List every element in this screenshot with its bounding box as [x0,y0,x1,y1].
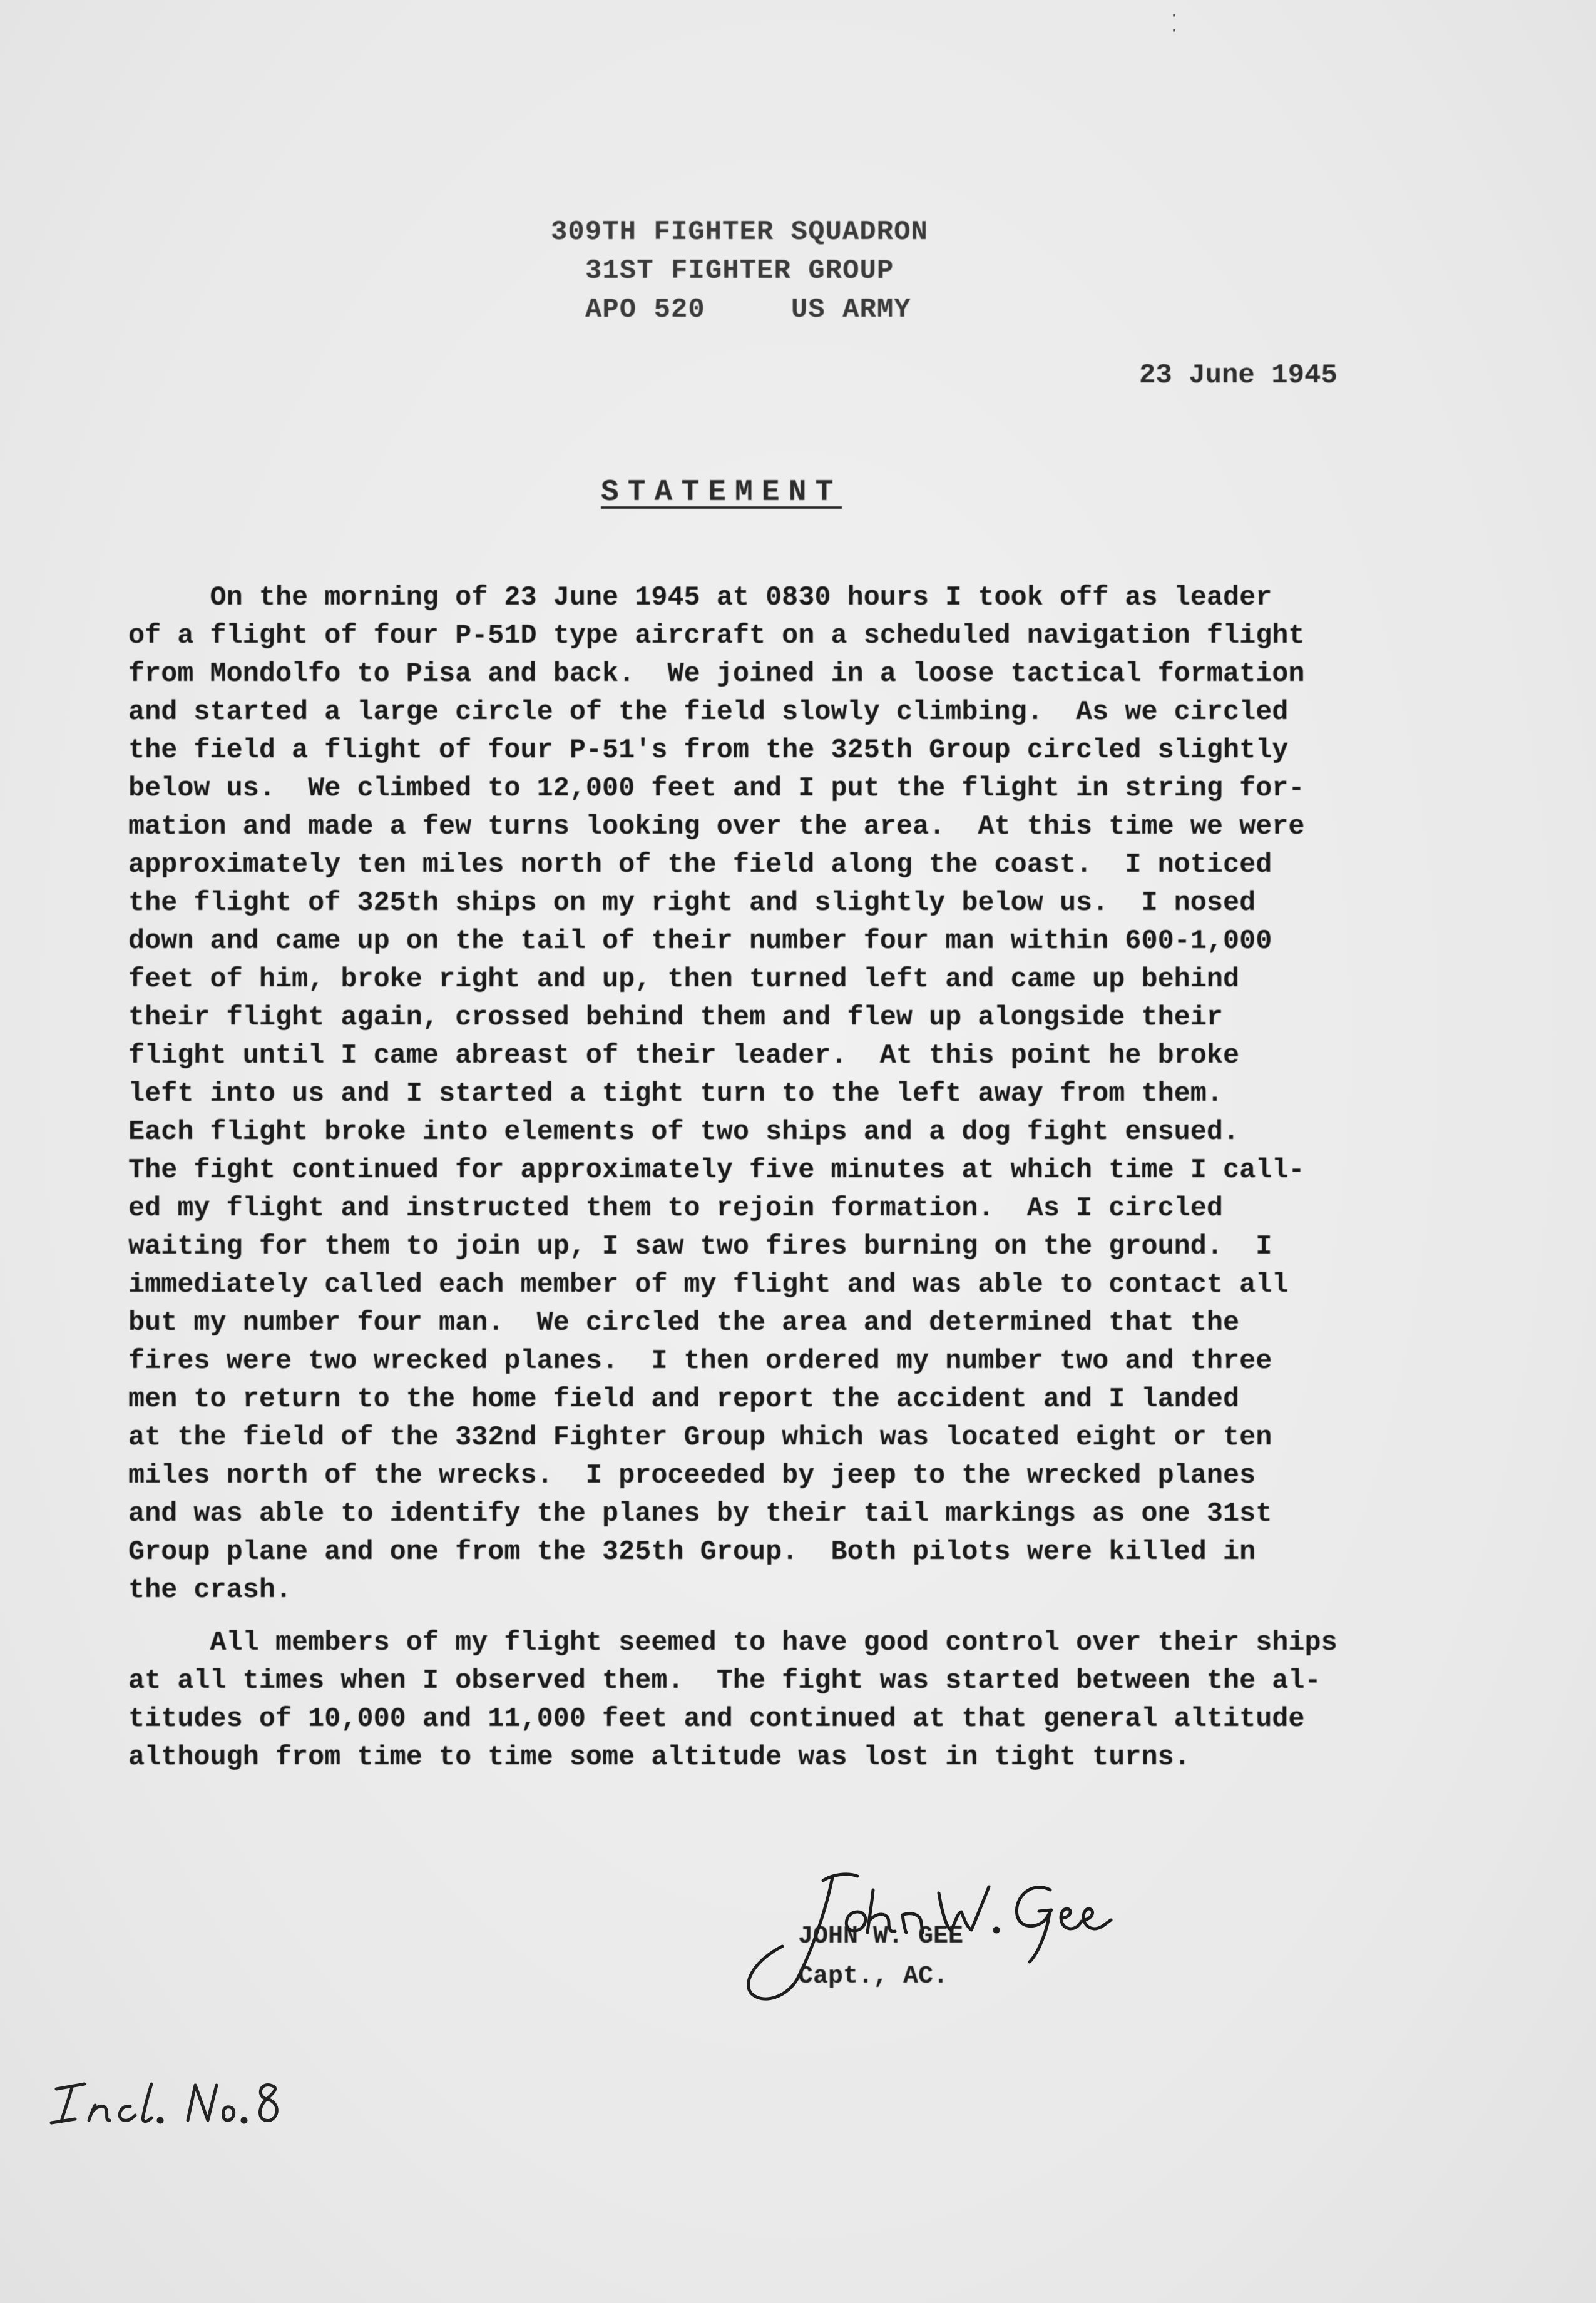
text-line: but my number four man. We circled the area and determined that the [128,1308,1240,1339]
statement-title: STATEMENT [601,476,842,509]
statement-paragraph-1 [128,579,1499,1610]
text-line: the crash. [128,1575,292,1606]
text-line: and was able to identify the planes by their tail markings as one 31st [128,1499,1272,1529]
letterhead [551,213,928,329]
text-line: men to return to the home field and report the accident and I landed [128,1384,1240,1415]
text-line: waiting for them to join up, I saw two fires burning on the ground. I [128,1232,1272,1262]
document-date: 23 June 1945 [1139,360,1338,391]
text-line: at the field of the 332nd Fighter Group which was located eight or ten [128,1422,1272,1453]
signatory-name: JOHN W. GEE [798,1923,964,1951]
text-line: All members of my flight seemed to have good control over their ships [128,1628,1338,1658]
text-line: although from time to time some altitude was lost in tight turns. [128,1742,1190,1773]
handwritten-enclosure-note [38,2053,300,2140]
statement-paragraph-2 [128,1624,1499,1777]
scan-speck: · [1169,21,1179,40]
signatory-rank: Capt., AC. [798,1963,949,1991]
text-line: miles north of the wrecks. I proceeded by jeep to the wrecked planes [128,1461,1256,1491]
text-line: The fight continued for approximately five minutes at which time I call- [128,1155,1305,1186]
text-line: below us. We climbed to 12,000 feet and I put the flight in string for- [128,774,1305,804]
text-line: feet of him, broke right and up, then turned left and came up behind [128,964,1240,995]
scan-speck: · [1169,6,1179,25]
text-line: Each flight broke into elements of two ships and a dog fight ensued. [128,1117,1240,1148]
text-line: Group plane and one from the 325th Group. Both pilots were killed in [128,1537,1256,1568]
text-line: approximately ten miles north of the field along the coast. I noticed [128,850,1272,881]
text-line: flight until I came abreast of their leader. At this point he broke [128,1041,1240,1071]
letterhead-apo: APO 520 US ARMY [585,294,911,325]
text-line: their flight again, crossed behind them and flew up alongside their [128,1003,1223,1033]
text-line: On the morning of 23 June 1945 at 0830 hours I took off as leader [128,583,1272,613]
text-line: fires were two wrecked planes. I then ordered my number two and three [128,1346,1272,1377]
text-line: the flight of 325th ships on my right and slightly below us. I nosed [128,888,1256,919]
text-line: down and came up on the tail of their number four man within 600-1,000 [128,926,1272,957]
text-line: immediately called each member of my flight and was able to contact all [128,1270,1289,1300]
text-line: mation and made a few turns looking over the area. At this time we were [128,812,1305,842]
text-line: the field a flight of four P-51's from the 325th Group circled slightly [128,735,1289,766]
letterhead-group: 31ST FIGHTER GROUP [585,255,894,287]
text-line: left into us and I started a tight turn to the left away from them. [128,1079,1223,1110]
text-line: ed my flight and instructed them to rejoin formation. As I circled [128,1193,1223,1224]
text-line: titudes of 10,000 and 11,000 feet and continued at that general altitude [128,1704,1305,1735]
text-line: from Mondolfo to Pisa and back. We joined in a loose tactical formation [128,659,1305,690]
letterhead-squadron: 309TH FIGHTER SQUADRON [551,217,928,248]
text-line: of a flight of four P-51D type aircraft on a scheduled navigation flight [128,621,1305,651]
text-line: and started a large circle of the field slowly climbing. As we circled [128,697,1289,728]
text-line: at all times when I observed them. The fight was started between the al- [128,1666,1321,1697]
